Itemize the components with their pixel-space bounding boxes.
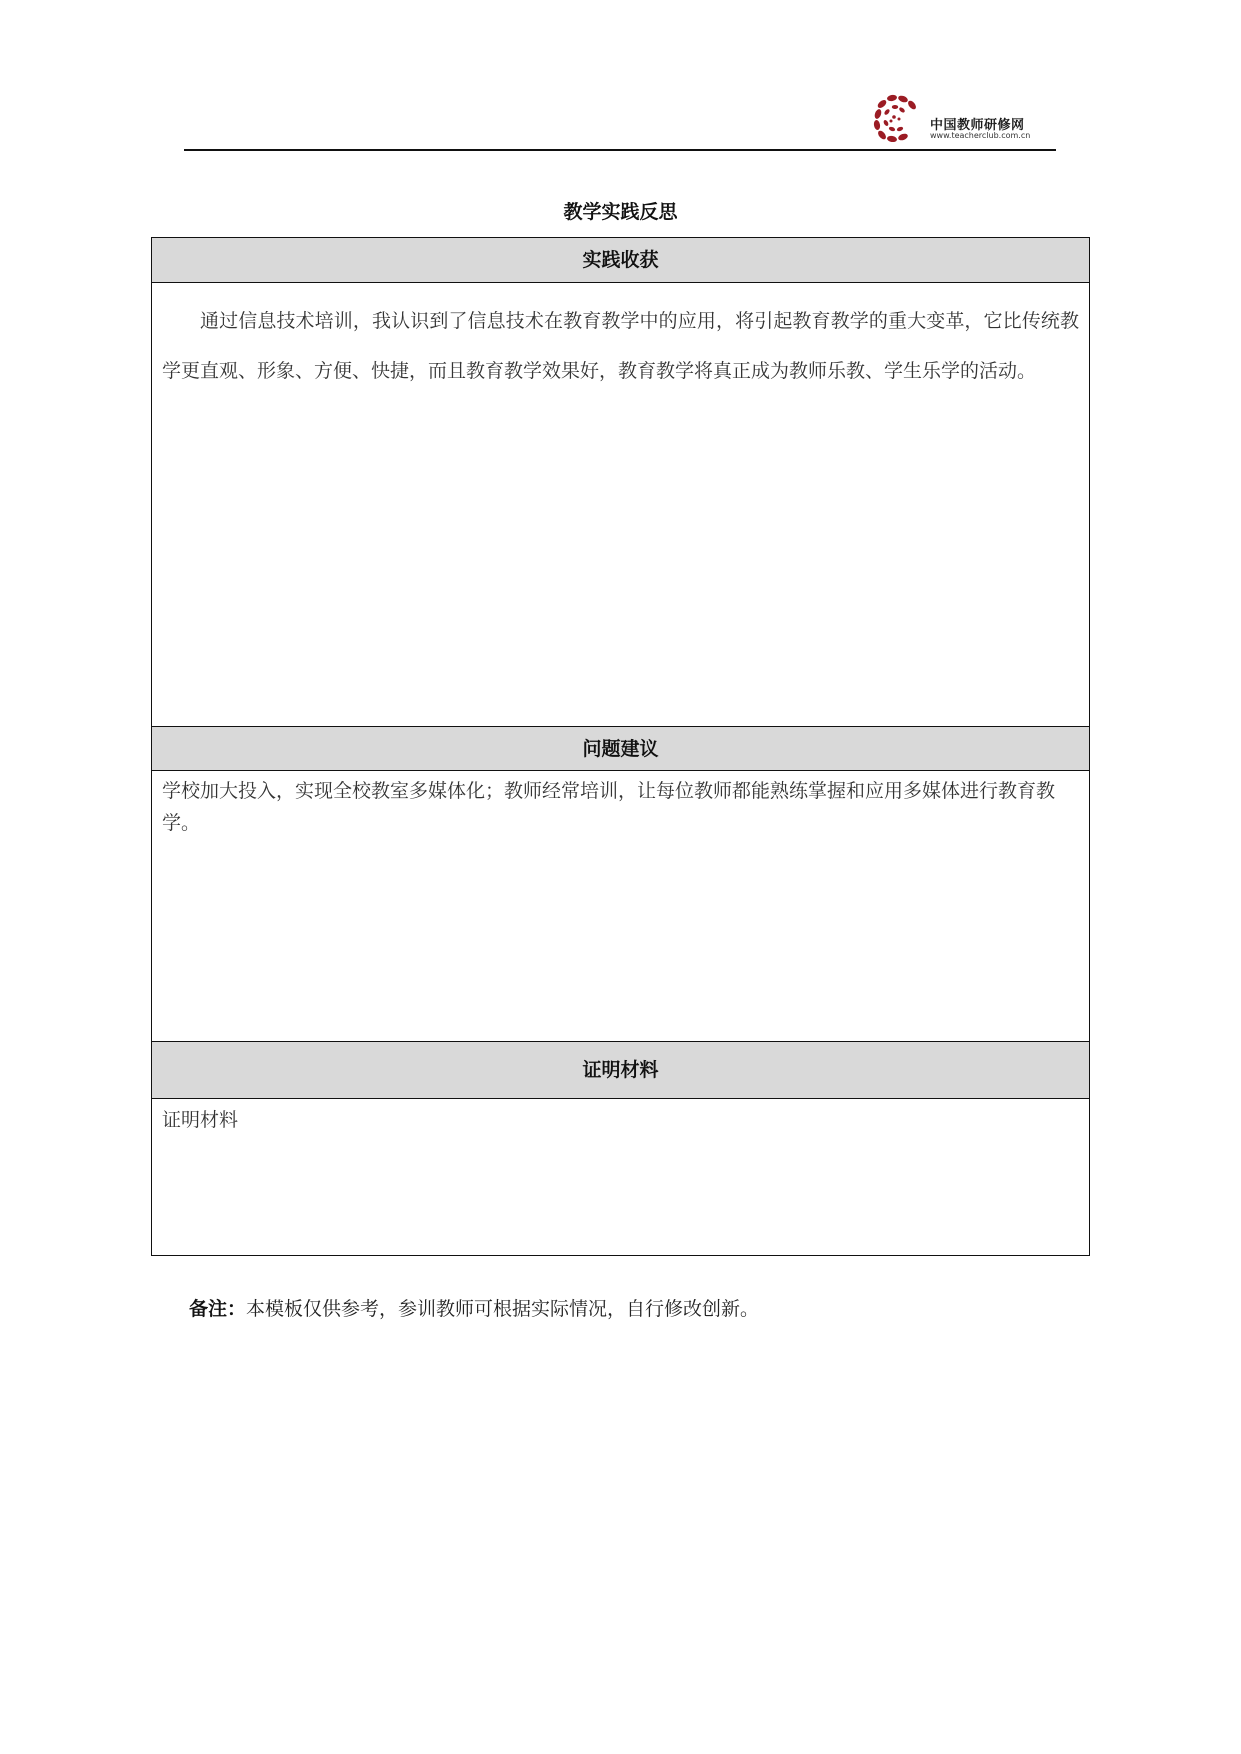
section-body-suggestions: 学校加大投入，实现全校教室多媒体化；教师经常培训，让每位教师都能熟练掌握和应用多媒体进行教育教学。 bbox=[162, 780, 1056, 834]
remark-note bbox=[189, 1294, 759, 1321]
logo-name: 中国教师研修网 bbox=[930, 118, 1025, 133]
header-divider bbox=[184, 149, 1056, 151]
remark-text: 本模板仅供参考，参训教师可根据实际情况，自行修改创新。 bbox=[246, 1298, 760, 1320]
site-logo bbox=[868, 92, 1040, 142]
reflection-form bbox=[151, 237, 1090, 1256]
section-heading-suggestions: 问题建议 bbox=[152, 726, 1089, 771]
document-title: 教学实践反思 bbox=[563, 201, 678, 223]
logo-url: www.teacherclub.com.cn bbox=[930, 131, 1031, 140]
section-body-gains: 通过信息技术培训，我认识到了信息技术在教育教学中的应用，将引起教育教学的重大变革，它比传统教学更直观、形象、方便、快捷，而且教育教学效果好，教育教学将真正成为教师乐教、学生乐学的活动。 bbox=[162, 310, 1079, 382]
logo-mark-icon bbox=[868, 92, 938, 142]
section-heading-gains: 实践收获 bbox=[152, 238, 1089, 283]
section-heading-evidence: 证明材料 bbox=[152, 1041, 1089, 1099]
remark-label: 备注： bbox=[189, 1298, 247, 1320]
section-body-evidence: 证明材料 bbox=[162, 1109, 239, 1131]
